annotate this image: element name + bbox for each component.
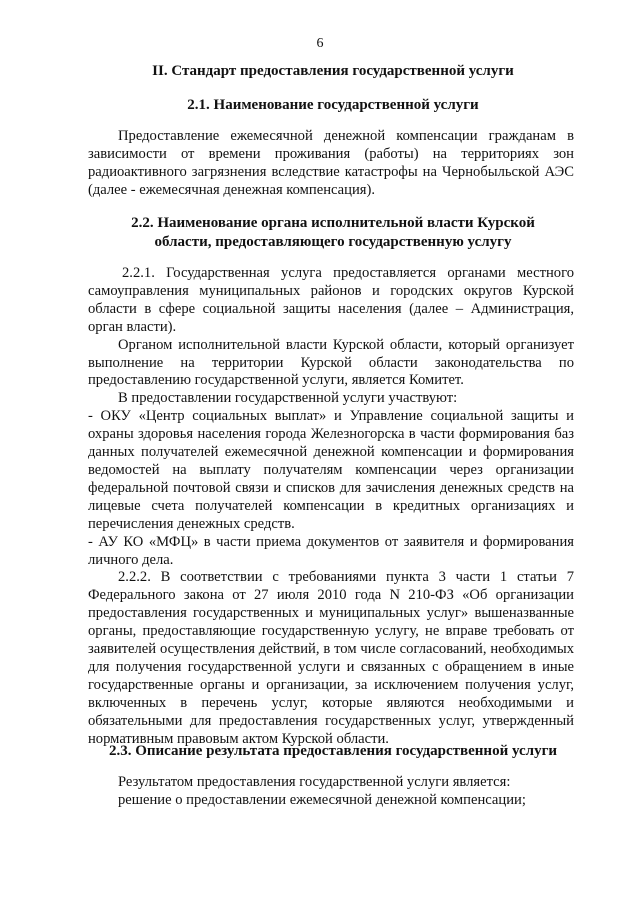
- section-2-3-body: [88, 774, 574, 810]
- heading-2-2-line2: области, предоставляющего государственную услугу: [154, 234, 512, 250]
- paragraph-2-3-result: Результатом предоставления государственной услуги является:: [118, 774, 511, 790]
- paragraph-2-2-2: 2.2.2. В соответствии с требованиями пункта 3 части 1 статьи 7 Федерального закона от 27 июля 2010 года N 210-ФЗ «Об организации предоставления государственных и муниципальных услуг» вышеназванные органы, предоставляющие государственную услугу, не вправе требовать от заявителей осуществления действий, в том числе согласований, необходимых для получения государственной услуги и связанных с обращением в иные государственные органы и организации, за исключением получения услуг, включенных в перечень услуг, которые являются необходимыми и обязательными для предоставления государственных услуг, утвержденный нормативным правовым актом Курской области.: [88, 569, 574, 747]
- heading-2-2: [88, 214, 578, 252]
- paragraph-2-1: Предоставление ежемесячной денежной компенсации гражданам в зависимости от времени проживания (работы) на территориях зон радиоактивного загрязнения вследствие катастрофы на Чернобыльской АЭС (далее - ежемесячная денежная компенсация).: [88, 128, 574, 198]
- heading-2-3: 2.3. Описание результата предоставления государственной услуги: [108, 743, 558, 759]
- section-title: II. Стандарт предоставления государственной услуги: [152, 63, 514, 79]
- paragraph-participants: В предоставлении государственной услуги участвуют:: [118, 390, 458, 407]
- heading-2-2-line1: 2.2. Наименование органа исполнительной власти Курской: [131, 215, 535, 231]
- paragraph-mfc: - АУ КО «МФЦ» в части приема документов от заявителя и формирования личного дела.: [88, 533, 574, 568]
- heading-2-1: 2.1. Наименование государственной услуги: [187, 97, 479, 113]
- paragraph-authority: Органом исполнительной власти Курской области, который организует выполнение на территории Курской области законодательства по предоставлению государственной услуги, является Комитет.: [88, 336, 574, 389]
- paragraph-2-3-decision: решение о предоставлении ежемесячной денежной компенсации;: [118, 791, 526, 808]
- section-2-2-body: [88, 265, 574, 748]
- paragraph-2-2-1: 2.2.1. Государственная услуга предоставляется органами местного самоуправления муниципальных районов и городских округов Курской области в сфере социальной защиты населения (далее – Администрация, орган власти).: [88, 265, 574, 335]
- paragraph-oku: - ОКУ «Центр социальных выплат» и Управление социальной защиты и охраны здоровья населения города Железногорска в части формирования баз данных получателей ежемесячной денежной компенсации и формирования ведомостей на выплату получателям компенсации через организации федеральной почтовой связи и списков для зачисления денежных средств на лицевые счета получателей компенсации в кредитных организациях и перечисления денежных средств.: [88, 408, 574, 532]
- section-2-1-body: [88, 128, 574, 200]
- page-number: 6: [316, 36, 324, 51]
